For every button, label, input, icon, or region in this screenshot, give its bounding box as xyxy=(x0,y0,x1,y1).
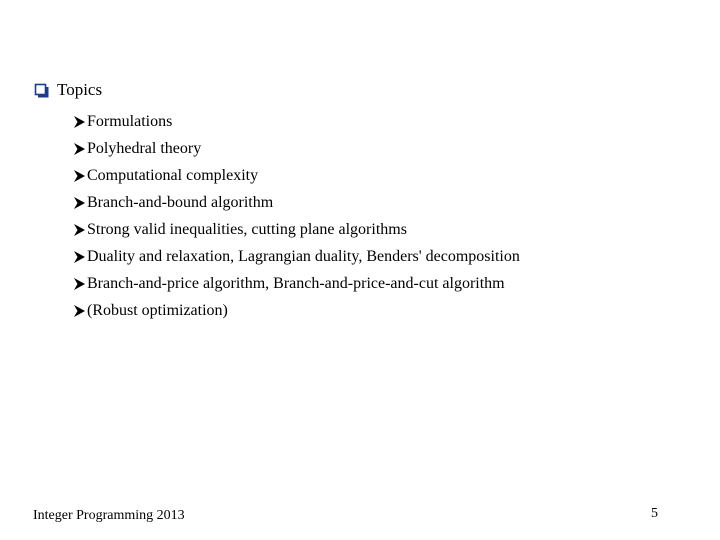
list-item-label: Branch-and-bound algorithm xyxy=(87,193,274,211)
list-item-label: Branch-and-price algorithm, Branch-and-price-and-cut algorithm xyxy=(87,274,505,292)
q-box-bullet-icon xyxy=(34,83,49,98)
list-item xyxy=(73,297,520,324)
arrowhead-bullet-icon xyxy=(73,169,86,183)
topics-list xyxy=(73,108,520,324)
list-item-label: Duality and relaxation, Lagrangian duality, Benders' decomposition xyxy=(87,247,520,265)
topics-heading xyxy=(34,80,102,100)
footer-course-title: Integer Programming 2013 xyxy=(33,508,185,523)
topics-heading-label: Topics xyxy=(57,80,103,99)
list-item xyxy=(73,108,520,135)
page-number: 5 xyxy=(651,506,658,521)
list-item-label: Formulations xyxy=(87,112,173,130)
list-item xyxy=(73,270,520,297)
arrowhead-bullet-icon xyxy=(73,304,86,318)
list-item-label: (Robust optimization) xyxy=(87,301,228,319)
list-item xyxy=(73,243,520,270)
list-item-label: Computational complexity xyxy=(87,166,259,184)
list-item-label: Polyhedral theory xyxy=(87,139,202,157)
list-item xyxy=(73,189,520,216)
arrowhead-bullet-icon xyxy=(73,115,86,129)
list-item xyxy=(73,135,520,162)
arrowhead-bullet-icon xyxy=(73,277,86,291)
arrowhead-bullet-icon xyxy=(73,250,86,264)
list-item xyxy=(73,216,520,243)
arrowhead-bullet-icon xyxy=(73,196,86,210)
list-item-label: Strong valid inequalities, cutting plane algorithms xyxy=(87,220,407,238)
arrowhead-bullet-icon xyxy=(73,223,86,237)
list-item xyxy=(73,162,520,189)
arrowhead-bullet-icon xyxy=(73,142,86,156)
